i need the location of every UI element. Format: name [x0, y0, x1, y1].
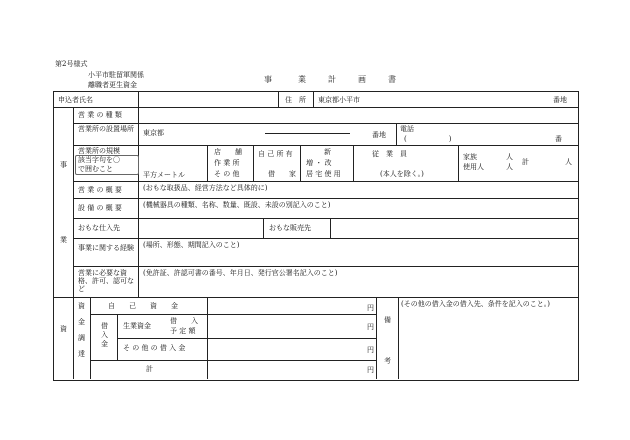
store-label-1: 店 舗 — [214, 148, 242, 156]
new-label-3: 居 宅 使 用 — [306, 170, 341, 178]
scale-label-1: 営業所の規模 — [78, 147, 120, 155]
own-label-2: 借 家 — [268, 170, 296, 178]
rule — [263, 218, 264, 238]
rule — [398, 297, 399, 379]
row-kind-label: 営 業 の 種 類 — [78, 111, 122, 119]
other-borrow-label: そ の 他 の 借 入 金 — [123, 344, 186, 352]
rule — [90, 297, 91, 379]
address-value: 東京都小平市 — [318, 96, 360, 104]
license-note: (免許証、許認可書の番号、年月日、発行官公署名記入のこと) — [143, 269, 338, 277]
rule — [53, 297, 578, 298]
rule — [73, 107, 74, 379]
employee-label: 従 業 員 — [372, 150, 407, 158]
funds-total-label: 計 — [146, 365, 153, 373]
business-funds-yen: 円 — [367, 323, 374, 331]
rule — [376, 297, 377, 379]
total-nin: 人 — [565, 158, 572, 166]
rule — [73, 181, 578, 182]
funding-char-4: 達 — [78, 350, 85, 358]
phone-parens: ( ) — [404, 135, 452, 143]
rule — [73, 238, 578, 239]
rule — [207, 145, 208, 181]
new-label-2: 増 ・ 改 — [306, 159, 332, 167]
rule — [90, 314, 376, 315]
rule — [117, 338, 376, 339]
remarks-char-1: 備 — [384, 316, 391, 324]
borrow-char-2: 入 — [101, 331, 108, 339]
rule — [73, 145, 578, 146]
rule — [313, 91, 314, 107]
store-label-3: そ の 他 — [214, 170, 240, 178]
rule — [330, 218, 331, 238]
scale-label-2: 該当字句を〇 — [78, 156, 120, 164]
applicant-label: 申込者氏名 — [58, 96, 93, 104]
form-number: 第2号様式 — [55, 60, 88, 68]
borrow-char-3: 金 — [101, 340, 108, 348]
org-line2: 離職者更生資金 — [88, 81, 137, 89]
rule — [90, 360, 376, 361]
rule — [73, 218, 578, 219]
borrow-plan-1: 借 入 — [170, 317, 198, 325]
own-label-1: 自 己 所 有 — [258, 150, 293, 158]
rule — [253, 145, 254, 181]
equipment-note: (機械器具の種類、名称、数量、既設、未設の別記入のこと) — [143, 201, 331, 209]
business-funds-label: 生業資金 — [123, 322, 151, 330]
address-label: 住 所 — [285, 96, 306, 104]
phone-ban: 番 — [555, 135, 562, 143]
other-borrow-yen: 円 — [367, 346, 374, 354]
rule — [396, 123, 397, 145]
address-banchi: 番地 — [553, 96, 567, 104]
section-shi: 資 — [60, 325, 67, 333]
own-funds-label: 自 己 資 金 — [108, 302, 178, 310]
row-overview-label: 営 業 の 概 要 — [78, 186, 122, 194]
org-line1: 小平市駐留軍関係 — [88, 71, 144, 79]
rule — [53, 107, 578, 108]
row-experience-label: 事業に関する経験 — [78, 244, 134, 252]
phone-label: 電話 — [400, 125, 414, 133]
total-label: 計 — [522, 158, 529, 166]
rule — [117, 314, 118, 360]
remarks-note: (その他の借入金の借入先、条件を記入のこと。) — [401, 300, 550, 308]
row-location-label: 営業所の設置場所 — [78, 125, 134, 133]
scale-area-unit: 平方メートル — [143, 171, 185, 179]
row-customer-label: おもな販売先 — [269, 224, 311, 232]
row-supplier-label: おもな仕入先 — [78, 224, 120, 232]
section-jigyo-2: 業 — [60, 236, 67, 244]
scale-label-3: で囲むこと — [78, 165, 113, 173]
new-label-1: 新 — [324, 148, 331, 156]
rule — [73, 198, 578, 199]
rule — [138, 91, 139, 297]
family-label: 家族 — [463, 153, 477, 161]
hired-nin: 人 — [506, 163, 513, 171]
borrow-char-1: 借 — [101, 322, 108, 330]
rule — [207, 297, 208, 379]
funding-char-3: 調 — [78, 334, 85, 342]
funds-total-yen: 円 — [367, 366, 374, 374]
own-funds-yen: 円 — [367, 304, 374, 312]
funding-char-1: 資 — [78, 302, 85, 310]
remarks-char-2: 考 — [384, 357, 391, 365]
section-jigyo-1: 事 — [60, 161, 67, 169]
rule — [458, 145, 459, 181]
rule — [300, 145, 301, 181]
location-banchi: 番地 — [372, 131, 386, 139]
borrow-plan-2: 予 定 額 — [170, 327, 196, 335]
family-nin: 人 — [506, 153, 513, 161]
rule — [73, 266, 578, 267]
funding-char-2: 金 — [78, 318, 85, 326]
hired-label: 使用人 — [463, 163, 484, 171]
row-license-label: 営業に必要な資格、許可、認可など — [78, 269, 134, 293]
rule — [265, 133, 350, 134]
experience-note: (場所、形態、期間記入のこと) — [143, 241, 240, 249]
scale-bracket — [75, 155, 139, 175]
rule — [73, 123, 578, 124]
location-value: 東京都 — [143, 129, 164, 137]
rule — [353, 145, 354, 181]
store-label-2: 作 業 所 — [214, 159, 240, 167]
row-equipment-label: 設 備 の 概 要 — [78, 204, 122, 212]
employee-note: (本人を除く。) — [380, 170, 424, 178]
overview-note: (おもな取扱品、経営方法など具体的に) — [143, 184, 268, 192]
rule — [278, 91, 279, 107]
